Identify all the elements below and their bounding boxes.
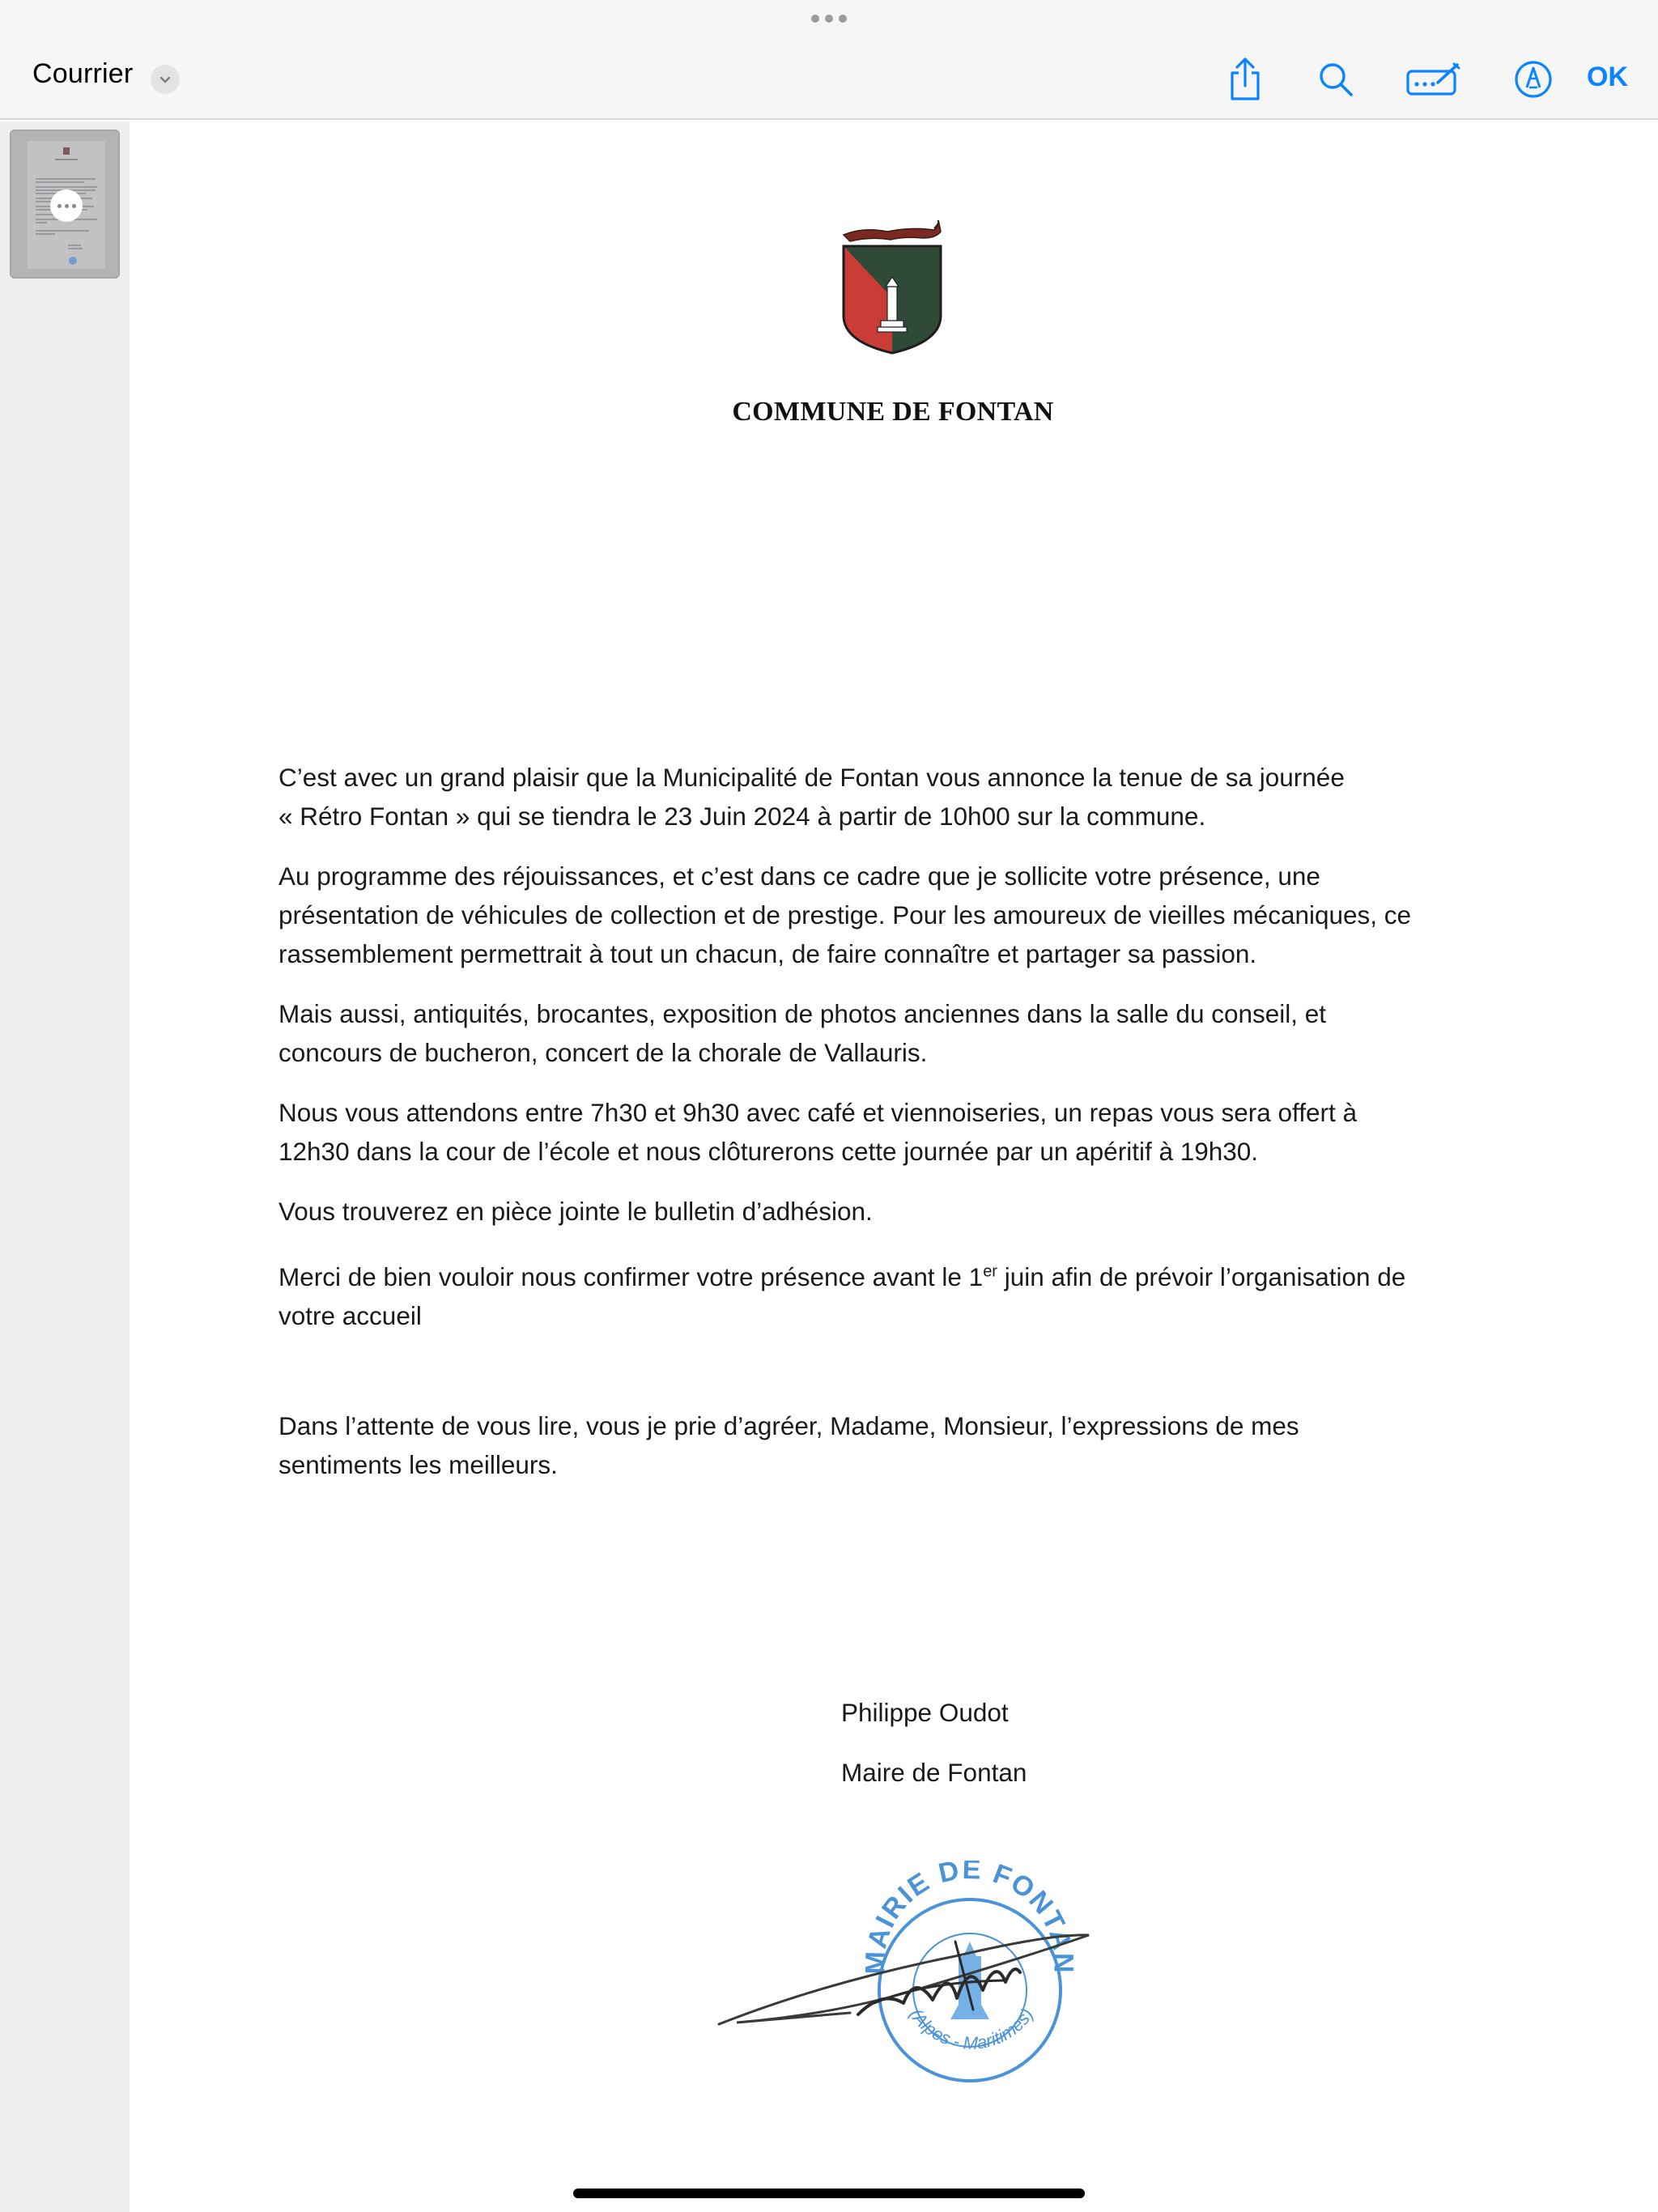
letterhead-title: COMMUNE DE FONTAN: [732, 397, 1054, 427]
text-line: Vous trouverez en pièce jointe le bulletin d’adhésion.: [278, 1197, 873, 1226]
stamp-text-top: MAIRIE DE FONTAN: [860, 1861, 1079, 1975]
search-icon[interactable]: [1312, 53, 1360, 105]
done-button[interactable]: OK: [1587, 62, 1628, 92]
text-line: « Rétro Fontan » qui se tiendra le 23 Juin 2024 à partir de 10h00 sur la commune.: [278, 802, 1206, 831]
more-options-icon[interactable]: [50, 189, 83, 222]
text-line: Mais aussi, antiquités, brocantes, exposition de photos anciennes dans la salle du conseil, et: [278, 999, 1327, 1028]
text-line: C’est avec un grand plaisir que la Municipalité de Fontan vous annonce la tenue de sa journée: [278, 763, 1345, 792]
share-icon[interactable]: [1222, 53, 1268, 105]
stamp-text-bottom: (Alpes - Maritimes): [905, 2005, 1038, 2053]
text-line: votre accueil: [278, 1300, 422, 1330]
paragraph-announcement: [278, 758, 1630, 836]
text-line: rassemblement permettrait à tout un chacun, de faire connaître et partager sa passion.: [278, 939, 1257, 968]
ordinal-suffix: er: [983, 1262, 997, 1280]
home-indicator[interactable]: [573, 2189, 1085, 2198]
document-page: [130, 121, 1658, 2212]
text-line: Merci de bien vouloir nous confirmer votre présence avant le 1er juin afin de prévoir l’organisation de: [278, 1261, 1406, 1291]
signature-icon[interactable]: [1404, 53, 1462, 105]
paragraph-closing: [278, 1406, 1630, 1484]
paragraph-program: [278, 857, 1630, 973]
grabber-dot: [825, 15, 833, 23]
coat-of-arms-logo: [839, 220, 946, 356]
signer-title: Maire de Fontan: [841, 1758, 1027, 1787]
paragraph-activities: [278, 994, 1630, 1072]
grabber-dot: [811, 15, 819, 23]
paragraph-attachment: [278, 1192, 1630, 1231]
text-line: Nous vous attendons entre 7h30 et 9h30 avec café et viennoiseries, un repas vous sera offert à: [278, 1098, 1358, 1127]
markup-icon[interactable]: [1511, 53, 1556, 105]
paragraph-confirmation: [278, 1252, 1630, 1335]
text-line: Au programme des réjouissances, et c’est dans ce cadre que je sollicite votre présence, une: [278, 861, 1320, 891]
letter-body: [278, 758, 1630, 1505]
text-line: concours de bucheron, concert de la chorale de Vallauris.: [278, 1038, 928, 1067]
signature-stamp: [712, 1861, 1133, 2104]
thumbnail-sidebar: [0, 121, 130, 2212]
text-line: Dans l’attente de vous lire, vous je prie d’agréer, Madame, Monsieur, l’expressions de mes: [278, 1410, 1299, 1440]
text-line: 12h30 dans la cour de l’école et nous clôturerons cette journée par un apéritif à 19h30.: [278, 1137, 1259, 1166]
text-line: présentation de véhicules de collection et de prestige. Pour les amoureux de vieilles mécaniques, ce: [278, 900, 1412, 929]
page-thumbnail[interactable]: [10, 130, 120, 279]
text-line: sentiments les meilleurs.: [278, 1449, 558, 1479]
multitasking-grabber[interactable]: [811, 13, 847, 24]
paragraph-schedule: [278, 1093, 1630, 1171]
grabber-dot: [839, 15, 847, 23]
chevron-down-icon[interactable]: [151, 65, 180, 94]
signer-name: Philippe Oudot: [841, 1698, 1009, 1727]
toolbar: [0, 0, 1658, 120]
signer-block: [841, 1682, 1027, 1802]
document-title[interactable]: Courrier: [32, 58, 134, 89]
